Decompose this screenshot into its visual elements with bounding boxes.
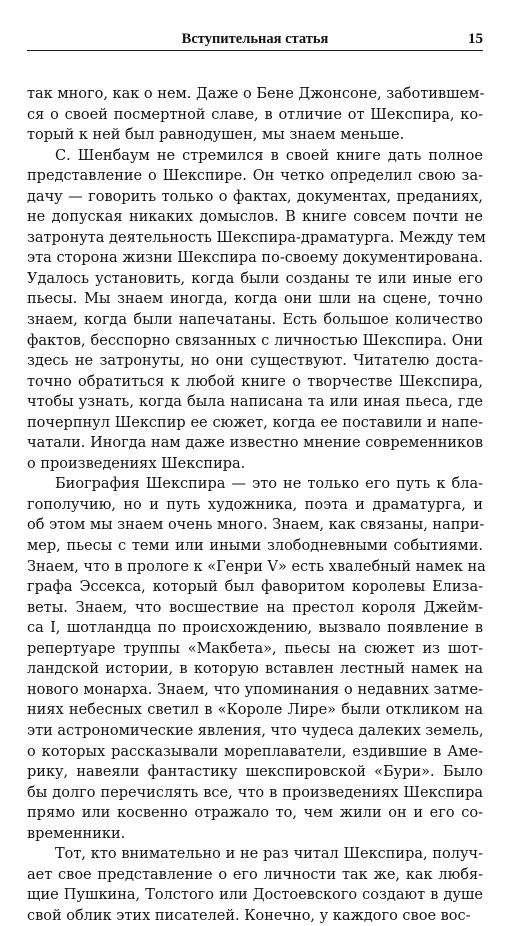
text-line: точно обратиться к любой книге о творчестве Шекспира,: [27, 373, 483, 390]
text-line: чатали. Иногда нам даже известно мнение современников: [27, 435, 483, 452]
text-line: так много, как о нем. Даже о Бене Джонсоне, заботившем-: [27, 86, 485, 102]
text-line: эти астрономические явления, что чудеса далеких земель,: [27, 722, 484, 739]
text-line: пьесы. Мы знаем иногда, когда они шли на сцене, точно: [27, 291, 483, 308]
text-line: о которых рассказывали мореплаватели, ездившие в Аме-: [27, 743, 483, 760]
text-line: веты. Знаем, что восшествие на престол короля Джейм-: [27, 599, 483, 616]
text-line: Знаем, что в прологе к «Генри V» есть хвалебный намек на: [27, 558, 486, 575]
text-line: о произведениях Шекспира.: [27, 455, 246, 472]
text-line: рику, навеяли фантастику шекспировской «Бури». Было: [27, 764, 483, 781]
text-line: ландской истории, в которую вставлен лестный намек на: [27, 661, 483, 678]
running-title: Вступительная статья: [181, 31, 329, 47]
text-line: дачу — говорить только о фактах, документах, преданиях,: [27, 188, 483, 205]
text-line: ниях небесных светил в «Короле Лире» были откликом на: [27, 702, 483, 719]
text-line: ает свое представление о его личности так же, как любя-: [27, 866, 483, 883]
text-line: нового монарха. Знаем, что упоминания о недавних затме-: [27, 681, 483, 698]
text-line: мер, пьесы с теми или иными злободневными событиями.: [27, 538, 483, 555]
text-line: эта сторона жизни Шекспира по-своему документирована.: [27, 250, 483, 267]
text-line: торый к ней был равнодушен, мы знаем меньше.: [27, 127, 405, 144]
page-header: [27, 20, 483, 51]
text-line: Удалось установить, когда были созданы те или иные его: [27, 270, 483, 287]
text-line: чтобы узнать, когда была написана та или иная пьеса, где: [27, 394, 483, 411]
text-line: свой облик этих писателей. Конечно, у каждого свое вос-: [27, 907, 471, 924]
text-line: об этом мы знаем очень много. Знаем, как связаны, напри-: [27, 517, 485, 534]
text-line: гополучию, но и путь художника, поэта и драматурга, и: [27, 496, 483, 513]
text-line: щие Пушкина, Толстого или Достоевского создают в душе: [27, 887, 483, 904]
text-line: затронута деятельность Шекспира-драматурга. Между тем: [27, 229, 486, 246]
text-line: временники.: [27, 825, 126, 842]
paragraph: [27, 146, 486, 475]
text-line: С. Шенбаум не стремился в своей книге дать полное: [55, 147, 483, 164]
text-line: репертуаре труппы «Макбета», пьесы на сюжет из шот-: [27, 640, 483, 657]
paragraph: [27, 844, 483, 926]
text-line: бы долго перечислять все, что в произведениях Шекспира: [27, 784, 483, 801]
text-line: почерпнул Шекспир ее сюжет, когда ее поставили и напе-: [27, 414, 483, 431]
text-line: знаем, когда были напечатаны. Есть большое количество: [27, 312, 483, 329]
text-line: прямо или косвенно отражало то, чем жили он и его со-: [27, 805, 483, 822]
text-line: не допуская никаких домыслов. В книге совсем почти не: [27, 209, 483, 226]
text-line: ся о своей посмертной славе, в отличие от Шекспира, ко-: [27, 106, 483, 123]
text-line: са I, шотландца по происхождению, вызвало появление в: [27, 620, 483, 637]
paragraph: [27, 84, 483, 146]
text-line: фактов, бесспорно связанных с личностью Шекспира. Они: [27, 332, 483, 349]
text-line: представление о Шекспире. Он четко определил свою за-: [27, 168, 483, 185]
text-line: Тот, кто внимательно и не раз читал Шекспира, получ-: [55, 846, 483, 863]
text-line: Биография Шекспира — это не только его путь к бла-: [55, 476, 483, 493]
text-line: графа Эссекса, который был фаворитом королевы Елиза-: [27, 579, 483, 596]
page-number: 15: [468, 31, 483, 47]
text-line: здесь не затронуты, но они существуют. Читателю доста-: [27, 353, 483, 370]
paragraph: [27, 474, 486, 844]
